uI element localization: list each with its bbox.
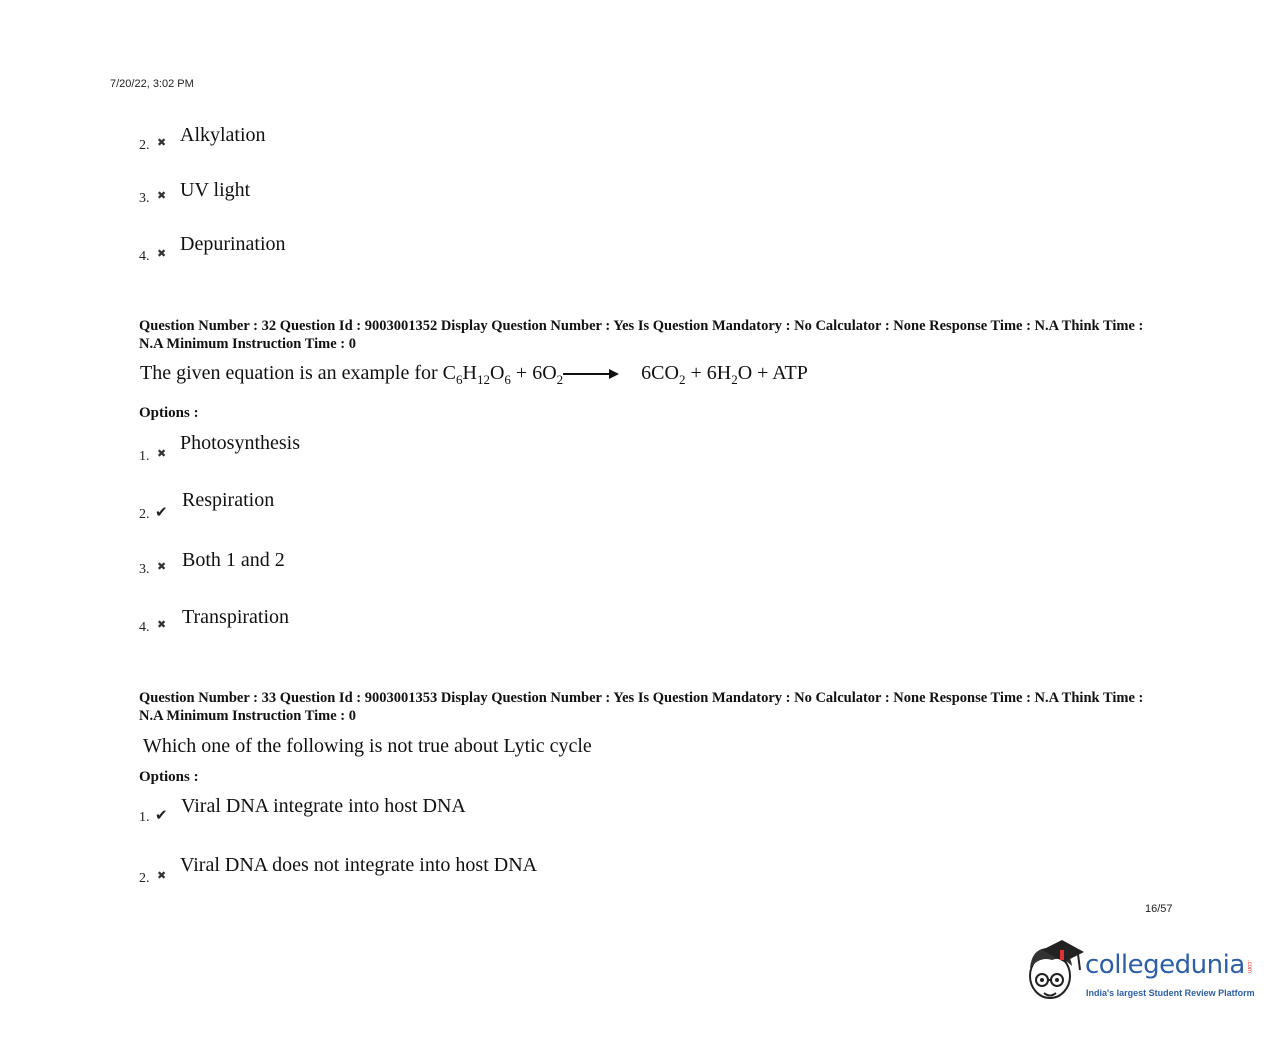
option-number: 1.: [139, 449, 150, 464]
page-number: 16/57: [1145, 903, 1173, 915]
option-text: Viral DNA does not integrate into host DNA: [180, 854, 538, 876]
option-number: 1.: [139, 810, 150, 825]
mascot-icon: [1022, 938, 1086, 1008]
option-number: 2.: [139, 871, 150, 886]
option-text: Both 1 and 2: [182, 549, 285, 571]
brand-suffix: .com: [1246, 960, 1252, 974]
cross-icon: ✖: [157, 247, 167, 260]
cross-icon: ✖: [157, 869, 167, 882]
brand-name: collegedunia: [1085, 950, 1245, 980]
option-text: Alkylation: [180, 124, 266, 146]
options-label: Options :: [139, 769, 199, 785]
option-text: Viral DNA integrate into host DNA: [181, 795, 466, 817]
option-text: UV light: [180, 179, 251, 201]
option-number: 2.: [139, 138, 150, 153]
option-text: Transpiration: [182, 606, 290, 628]
cross-icon: ✖: [157, 560, 167, 573]
cross-icon: ✖: [157, 447, 167, 460]
option-number: 4.: [139, 620, 150, 635]
cross-icon: ✖: [157, 136, 167, 149]
option-number: 3.: [139, 191, 150, 206]
brand-tagline: India's largest Student Review Platform: [1086, 988, 1255, 998]
question-33-text: Which one of the following is not true about Lytic cycle: [143, 735, 592, 757]
option-number: 3.: [139, 562, 150, 577]
option-number: 4.: [139, 249, 150, 264]
reaction-arrow-icon: [563, 364, 621, 384]
question-32-prefix: The given equation is an example for C: [140, 362, 457, 384]
question-33-meta: Question Number : 33 Question Id : 9003001353 Display Question Number : Yes Is Question Mandatory : No Calculator : None Response Time : N.A Think Time : N.A Minimum Instruction Time : 0: [139, 690, 1144, 724]
options-label: Options :: [139, 405, 199, 421]
option-text: Respiration: [182, 489, 275, 511]
question-32-text: The given equation is an example for $C_6H_{12}O_6 + 6O_2$ $6CO_2 + 6H_2O$ + ATP: [140, 362, 808, 387]
option-number: 2.: [139, 507, 150, 522]
option-text: Depurination: [180, 233, 286, 255]
check-icon: ✔: [155, 503, 168, 521]
cross-icon: ✖: [157, 189, 167, 202]
option-text: Photosynthesis: [180, 432, 301, 454]
print-timestamp: 7/20/22, 3:02 PM: [110, 78, 194, 90]
check-icon: ✔: [155, 806, 168, 824]
brand-logo: [1022, 938, 1262, 1008]
question-32-meta: Question Number : 32 Question Id : 9003001352 Display Question Number : Yes Is Question Mandatory : No Calculator : None Response Time : N.A Think Time : N.A Minimum Instruction Time : 0: [139, 318, 1144, 352]
cross-icon: ✖: [157, 618, 167, 631]
